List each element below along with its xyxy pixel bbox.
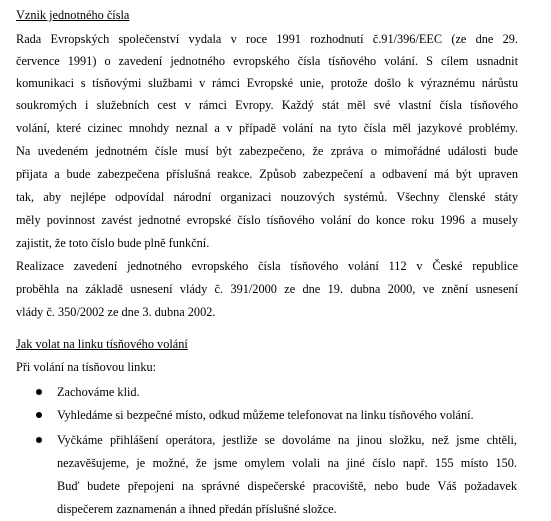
intro-line: Při volání na tísňovou linku: [16, 360, 157, 374]
section-heading-how-to-call: Jak volat na linku tísňového volání [16, 337, 188, 351]
list-item-line: dispečerem zaznamenán a ihned předán příslušné složce. [57, 502, 337, 516]
paragraph-line: Realizace zavedení jednotného evropského čísla tísňového volání 112 v České republice [16, 259, 518, 273]
paragraph-line: přijata a bude zabezpečena příslušná reakce. Způsob zabezpečení a odbavení má být upraven [16, 167, 518, 181]
paragraph-line: vlády č. 350/2002 ze dne 3. dubna 2002. [16, 305, 216, 319]
list-item: Zachováme klid. [57, 385, 140, 399]
paragraph-line: soukromých i služebních cest v rámci Evropy. Každý stát měl své vlastní čísla tísňového [16, 98, 518, 112]
paragraph-line: volání, které cizinec mnohdy neznal a v případě volání na tyto čísla měl jazykové problémy. [16, 121, 518, 135]
list-item-line: Vyčkáme přihlášení operátora, jestliže se dovoláme na jinou složku, než jsme chtěli, [57, 433, 517, 447]
paragraph-line: Rada Evropských společenství vydala v roce 1991 rozhodnutí č.91/396/EEC (ze dne 29. [16, 32, 518, 46]
paragraph-line: komunikaci s tísňovými službami v rámci Evropské unie, protože došlo k výraznému nárůstu [16, 76, 518, 90]
paragraph-line: července 1991) o zavedení jednotného evropského čísla tísňového volání. S cílem usnadnit [16, 54, 518, 68]
bullet-dot [36, 389, 42, 395]
bullet-dot [36, 412, 42, 418]
list-item-line: nezavěšujeme, je možné, že jsme omylem volali na jiné číslo např. 155 místo 150. [57, 456, 517, 470]
paragraph-line: zajistit, že toto číslo bude plně funkční. [16, 236, 210, 250]
paragraph-line: proběhla na základě usnesení vlády č. 391/2000 ze dne 19. dubna 2000, ve znění usnesení [16, 282, 518, 296]
list-item: Vyhledáme si bezpečné místo, odkud můžeme telefonovat na linku tísňového volání. [57, 408, 474, 422]
bullet-dot [36, 437, 42, 443]
list-item-line: Buď budete přepojeni na správné dispečerské pracoviště, nebo bude Váš požadavek [57, 479, 517, 493]
section-heading-origin: Vznik jednotného čísla [16, 8, 130, 22]
paragraph-line: měly povinnost zavést jednotné evropské číslo tísňového volání do konce roku 1996 a musely [16, 213, 518, 227]
paragraph-line: Na uvedeném jednotném čísle musí být zabezpečeno, že zpráva o mimořádné události bude [16, 144, 518, 158]
paragraph-line: tak, aby nejlépe odpovídal národní organizaci nouzových systémů. Všechny členské státy [16, 190, 518, 204]
